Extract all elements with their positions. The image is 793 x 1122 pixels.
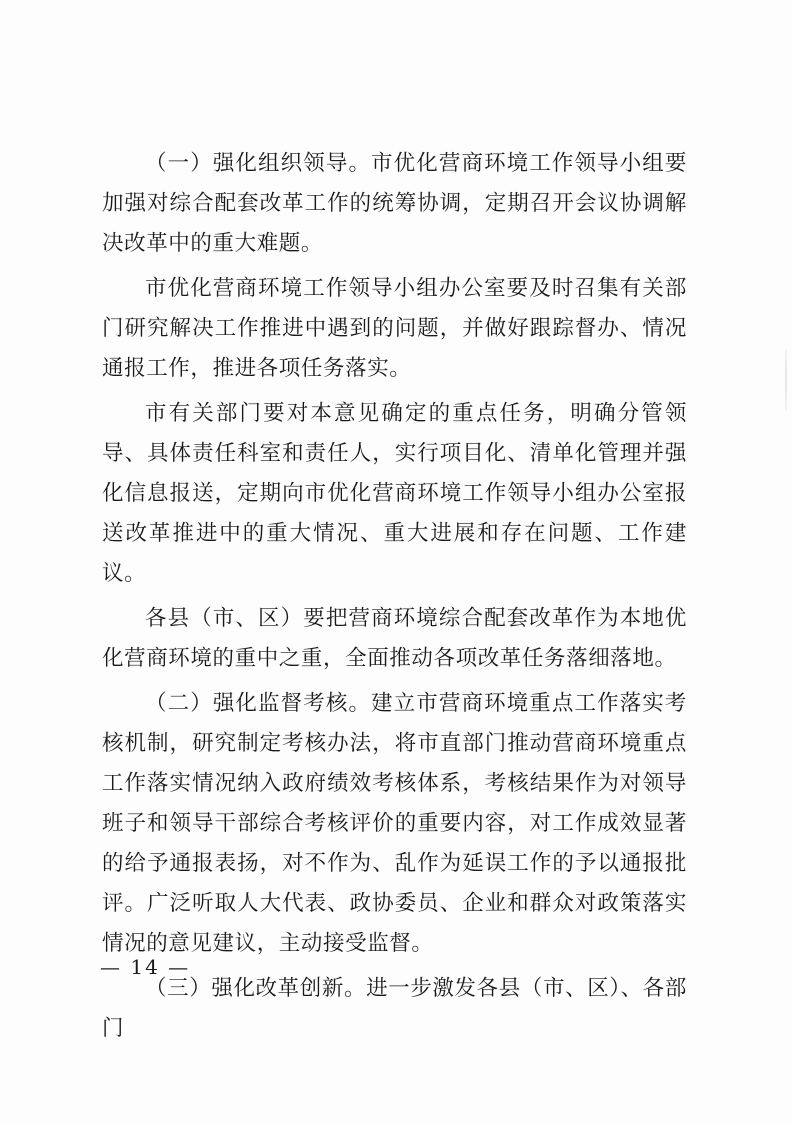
paragraph-organization-leadership: （一）强化组织领导。市优化营商环境工作领导小组要加强对综合配套改革工作的统筹协调，定期召开会议协调解决改革中的重大难题。 xyxy=(102,151,687,256)
paragraph-supervision-assessment: （二）强化监督考核。建立市营商环境重点工作落实考核机制，研究制定考核办法，将市直部门推动营商环境重点工作落实情况纳入政府绩效考核体系，考核结果作为对领导班子和领导干部综合考核评价的重要内容，对工作成效显著的给予通报表扬，对不作为、乱作为延误工作的予以通报批评。广泛听取人大代表、政协委员、企业和群众对政策落实情况的意见建议，主动接受监督。 xyxy=(102,691,687,956)
document-body xyxy=(102,144,687,1054)
paragraph-office-coordination: 市优化营商环境工作领导小组办公室要及时召集有关部门研究解决工作推进中遇到的问题，并做好跟踪督办、情况通报工作，推进各项任务落实。 xyxy=(102,276,687,381)
paragraph-county-implementation: 各县（市、区）要把营商环境综合配套改革作为本地优化营商环境的重中之重，全面推动各项改革任务落细落地。 xyxy=(102,606,687,671)
paragraph-department-tasks: 市有关部门要对本意见确定的重点任务，明确分管领导、具体责任科室和责任人，实行项目化、清单化管理并强化信息报送，定期向市优化营商环境工作领导小组办公室报送改革推进中的重大情况、重大进展和存在问题、工作建议。 xyxy=(102,401,687,586)
scan-edge-shadow xyxy=(785,350,787,410)
paragraph-reform-innovation: （三）强化改革创新。进一步激发各县（市、区）、各部门 xyxy=(102,976,687,1041)
page-number: — 14 — xyxy=(100,955,191,979)
